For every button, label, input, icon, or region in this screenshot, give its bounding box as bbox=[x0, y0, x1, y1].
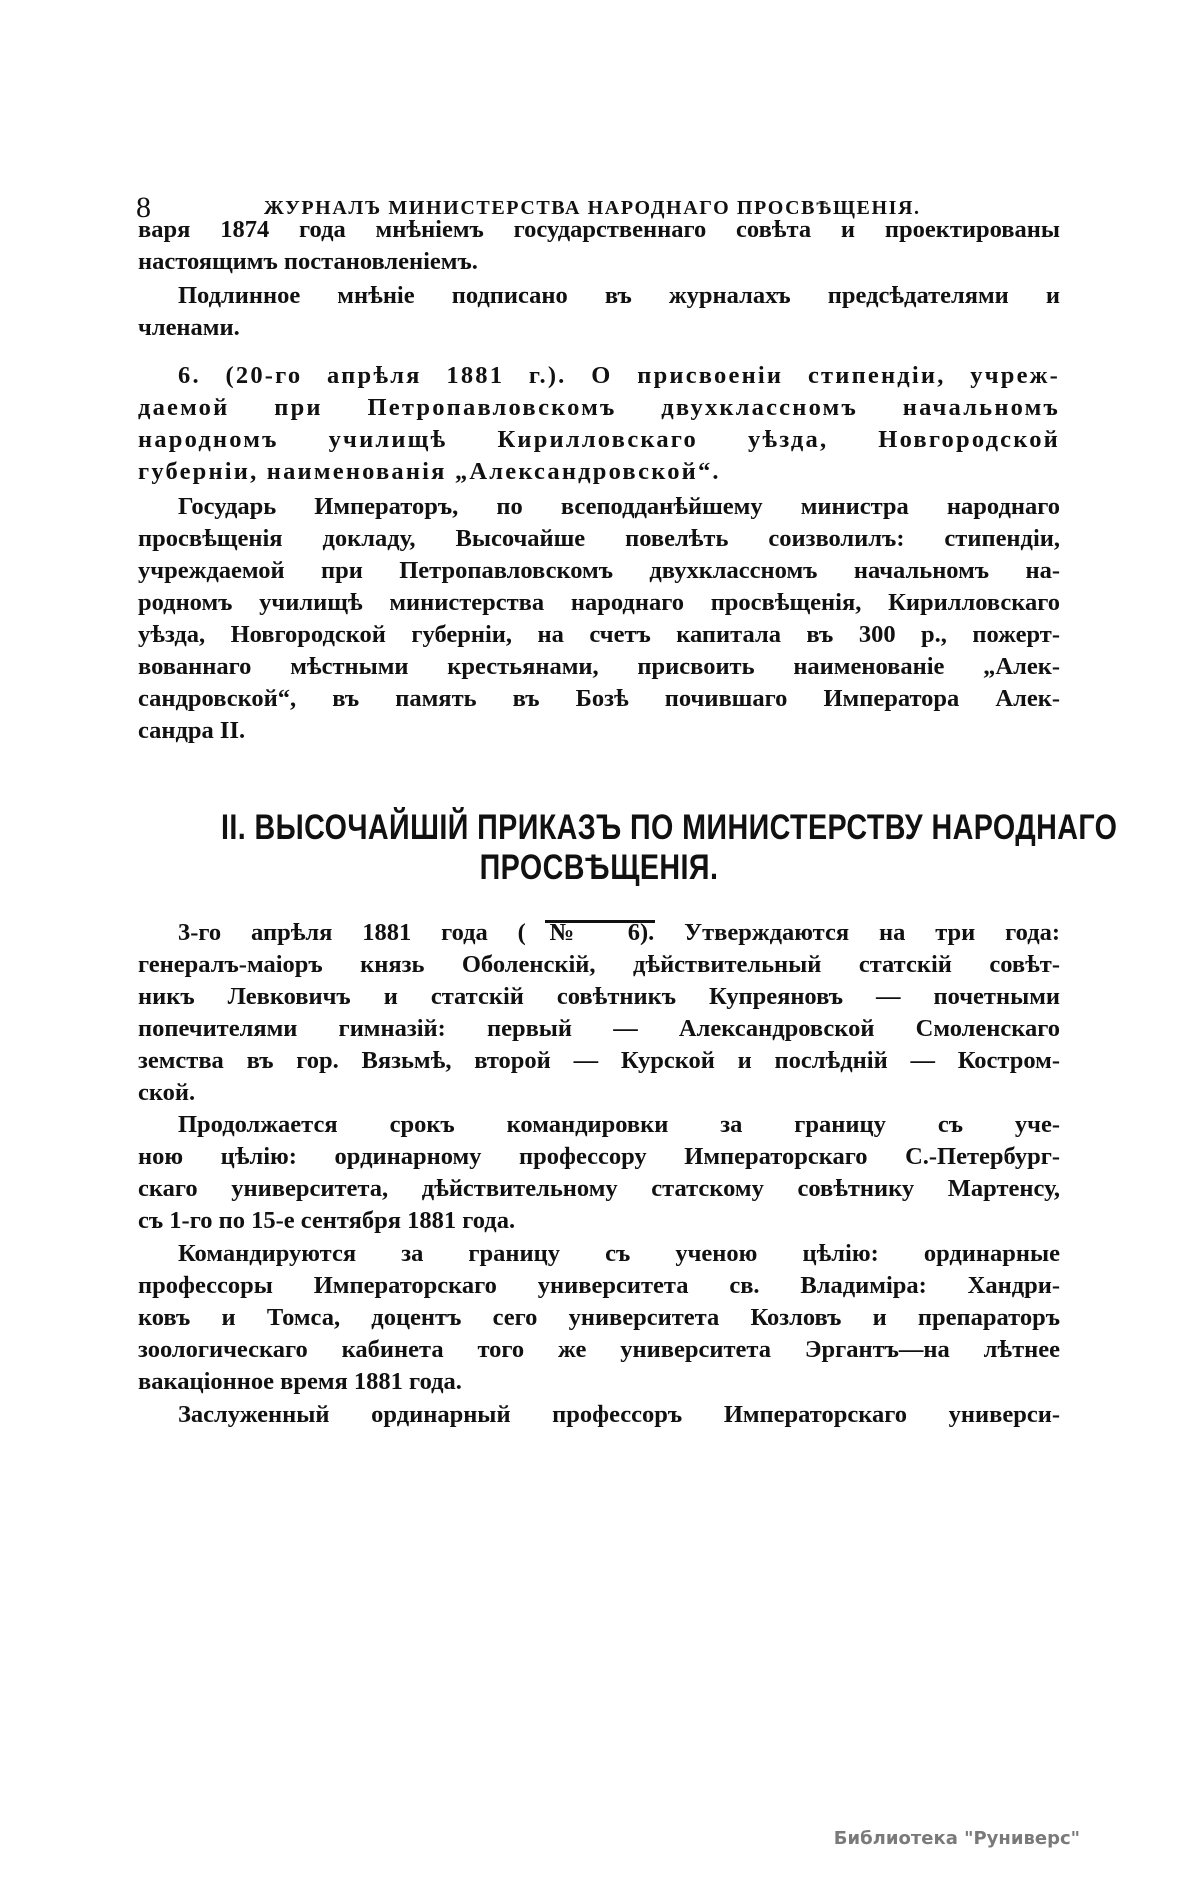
text-line: Заслуженный ординарный профессоръ Императорскаго универси- bbox=[178, 1401, 1060, 1428]
text-line: профессоры Императорскаго университета св. Владиміра: Хандри- bbox=[138, 1272, 1060, 1299]
text-line: Государь Императоръ, по всеподданѣйшему министра народнаго bbox=[178, 493, 1060, 520]
text-line: вакаціонное время 1881 года. bbox=[138, 1368, 462, 1395]
text-line: варя 1874 года мнѣніемъ государственнаго совѣта и проектированы bbox=[138, 216, 1060, 243]
text-line: скаго университета, дѣйствительному статскому совѣтнику Мартенсу, bbox=[138, 1175, 1060, 1202]
item-title-line: даемой при Петропавловскомъ двухклассномъ начальномъ bbox=[138, 394, 1060, 421]
text-line: учреждаемой при Петропавловскомъ двухклассномъ начальномъ на- bbox=[138, 557, 1060, 584]
text-line: сандровской“, въ память въ Бозѣ почившаго Императора Алек- bbox=[138, 685, 1060, 712]
text-line: ской. bbox=[138, 1079, 196, 1106]
text-line: родномъ училищѣ министерства народнаго просвѣщенія, Кирилловскаго bbox=[138, 589, 1060, 616]
journal-title: ЖУРНАЛЪ МИНИСТЕРСТВА НАРОДНАГО ПРОСВѢЩЕНІЯ. bbox=[264, 197, 921, 219]
text-line: попечителями гимназій: первый — Александровской Смоленскаго bbox=[138, 1015, 1060, 1042]
text-line: уѣзда, Новгородской губерніи, на счетъ капитала въ 300 р., пожерт- bbox=[138, 621, 1060, 648]
text-line: ковъ и Томса, доцентъ сего университета Козловъ и препараторъ bbox=[138, 1304, 1060, 1331]
text-line: 3-го апрѣля 1881 года (№ 6). Утверждаются на три года: bbox=[178, 919, 1060, 946]
text-line: Командируются за границу съ ученою цѣлію: ординарные bbox=[178, 1240, 1060, 1267]
text-line: Продолжается срокъ командировки за границу съ уче- bbox=[178, 1111, 1060, 1138]
item-title-line: народномъ училищѣ Кирилловскаго уѣзда, Новгородской bbox=[138, 426, 1060, 453]
text-line: земства въ гор. Вязьмѣ, второй — Курской и послѣдній — Костром- bbox=[138, 1047, 1060, 1074]
text-line: генералъ-маіоръ князь Оболенскій, дѣйствительный статскій совѣт- bbox=[138, 951, 1060, 978]
text-line: сандра II. bbox=[138, 717, 246, 744]
section-heading: ПРОСВѢЩЕНІЯ. bbox=[479, 848, 719, 887]
item-title-line: губерніи, наименованія „Александровской“. bbox=[138, 458, 721, 485]
section-heading: II. ВЫСОЧАЙШІЙ ПРИКАЗЪ ПО МИНИСТЕРСТВУ НАРОДНАГО bbox=[220, 808, 1118, 847]
text-line: ною цѣлію: ординарному профессору Императорскаго С.-Петербург- bbox=[138, 1143, 1060, 1170]
page-number: 8 bbox=[136, 191, 151, 224]
text-line: никъ Левковичъ и статскій совѣтникъ Купреяновъ — почетными bbox=[138, 983, 1060, 1010]
text-line: вованнаго мѣстными крестьянами, присвоить наименованіе „Алек- bbox=[138, 653, 1060, 680]
text-line: членами. bbox=[138, 314, 240, 341]
text-line: Подлинное мнѣніе подписано въ журналахъ предсѣдателями и bbox=[178, 282, 1060, 309]
item-title-line: 6. (20-го апрѣля 1881 г.). О присвоеніи стипендіи, учреж- bbox=[178, 362, 1060, 389]
library-watermark: Библиотека "Руниверс" bbox=[833, 1828, 1080, 1849]
text-line: настоящимъ постановленіемъ. bbox=[138, 248, 478, 275]
text-line: просвѣщенія докладу, Высочайше повелѣть соизволилъ: стипендіи, bbox=[138, 525, 1060, 552]
text-line: съ 1-го по 15-е сентября 1881 года. bbox=[138, 1207, 516, 1234]
text-line: зоологическаго кабинета того же университета Эргантъ—на лѣтнее bbox=[138, 1336, 1060, 1363]
